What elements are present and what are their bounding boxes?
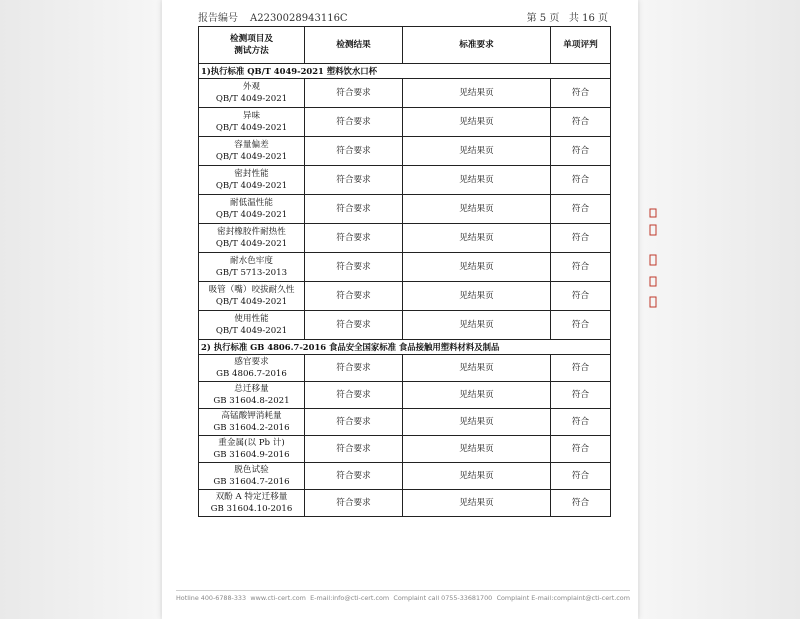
- test-method-standard: GB/T 5713-2013: [215, 268, 288, 278]
- requirement-cell: 见结果页: [403, 436, 551, 463]
- section-title-1: 1)执行标准 QB/T 4049-2021 塑料饮水口杯: [199, 64, 611, 79]
- test-result-cell: 符合要求: [305, 224, 403, 253]
- test-results-table: [198, 26, 611, 517]
- test-item-name: 容量偏差: [234, 140, 269, 150]
- total-prefix: 共: [568, 13, 579, 24]
- requirement-cell: 见结果页: [403, 195, 551, 224]
- judgement-cell: 符合: [551, 282, 611, 311]
- judgement-cell: 符合: [551, 253, 611, 282]
- test-result-cell: 符合要求: [305, 108, 403, 137]
- test-method-standard: QB/T 4049-2021: [215, 326, 288, 336]
- page-header: [198, 9, 608, 23]
- test-method-standard: QB/T 4049-2021: [215, 297, 288, 307]
- table-row: [199, 409, 611, 436]
- judgement-cell: 符合: [551, 311, 611, 340]
- footer-email: E-mail:info@cti-cert.com: [310, 594, 390, 602]
- footer-hotline: Hotline 400-6788-333: [176, 594, 247, 602]
- table-row: [199, 382, 611, 409]
- test-item-name: 使用性能: [234, 314, 269, 324]
- judgement-cell: 符合: [551, 409, 611, 436]
- requirement-cell: 见结果页: [403, 355, 551, 382]
- test-item-name: 脱色试验: [234, 465, 269, 475]
- test-item-cell: [199, 355, 305, 382]
- test-item-cell: [199, 195, 305, 224]
- test-item-name: 耐低温性能: [230, 198, 273, 208]
- red-seal-fragment: [648, 205, 660, 320]
- test-result-cell: 符合要求: [305, 137, 403, 166]
- test-result-cell: 符合要求: [305, 311, 403, 340]
- test-item-name: 异味: [242, 111, 261, 121]
- section-row-2: [199, 340, 611, 355]
- page-mid: 页: [549, 13, 560, 24]
- table-row: [199, 490, 611, 517]
- test-item-cell: [199, 382, 305, 409]
- requirement-cell: 见结果页: [403, 463, 551, 490]
- test-item-name: 双酚 A 特定迁移量: [215, 492, 288, 502]
- test-item-cell: [199, 253, 305, 282]
- test-result-cell: 符合要求: [305, 79, 403, 108]
- test-result-cell: 符合要求: [305, 382, 403, 409]
- test-item-cell: [199, 409, 305, 436]
- column-header-requirement: 标准要求: [403, 27, 551, 64]
- column-header-item: 检测项目及 测试方法: [199, 27, 305, 64]
- requirement-cell: 见结果页: [403, 108, 551, 137]
- report-number: [198, 9, 348, 24]
- test-method-standard: GB 31604.8-2021: [213, 396, 290, 406]
- test-result-cell: 符合要求: [305, 355, 403, 382]
- judgement-cell: 符合: [551, 224, 611, 253]
- total-suffix: 页: [598, 13, 608, 24]
- report-page: [162, 0, 638, 619]
- test-item-name: 密封性能: [234, 169, 269, 179]
- test-result-cell: 符合要求: [305, 166, 403, 195]
- table-row: [199, 463, 611, 490]
- test-item-name: 外观: [242, 82, 261, 92]
- judgement-cell: 符合: [551, 108, 611, 137]
- test-item-name: 感官要求: [234, 357, 269, 367]
- table-header-row: [199, 27, 611, 64]
- test-item-cell: [199, 282, 305, 311]
- background-right: [640, 0, 800, 619]
- test-result-cell: 符合要求: [305, 490, 403, 517]
- page-total: 16: [582, 13, 595, 24]
- judgement-cell: 符合: [551, 166, 611, 195]
- page-current: 5: [539, 13, 547, 24]
- report-number-value: A2230028943116C: [250, 13, 348, 24]
- test-result-cell: 符合要求: [305, 409, 403, 436]
- test-result-cell: 符合要求: [305, 436, 403, 463]
- page-counter: [527, 9, 608, 24]
- column-header-judgement: 单项评判: [551, 27, 611, 64]
- test-item-cell: [199, 166, 305, 195]
- test-method-standard: GB 31604.10-2016: [210, 504, 293, 514]
- test-method-standard: QB/T 4049-2021: [215, 181, 288, 191]
- test-item-cell: [199, 463, 305, 490]
- requirement-cell: 见结果页: [403, 79, 551, 108]
- test-method-standard: GB 4806.7-2016: [216, 369, 287, 379]
- test-result-cell: 符合要求: [305, 253, 403, 282]
- test-method-standard: QB/T 4049-2021: [215, 210, 288, 220]
- table-row: [199, 137, 611, 166]
- judgement-cell: 符合: [551, 463, 611, 490]
- page-footer: [176, 594, 630, 602]
- test-method-standard: GB 31604.7-2016: [213, 477, 290, 487]
- test-item-name: 耐水色牢度: [230, 256, 273, 266]
- test-item-name: 密封橡胶件耐热性: [217, 227, 286, 237]
- requirement-cell: 见结果页: [403, 282, 551, 311]
- table-row: [199, 195, 611, 224]
- table-row: [199, 311, 611, 340]
- test-item-cell: [199, 311, 305, 340]
- requirement-cell: 见结果页: [403, 382, 551, 409]
- test-item-cell: [199, 137, 305, 166]
- test-result-cell: 符合要求: [305, 195, 403, 224]
- footer-divider: [176, 590, 630, 591]
- requirement-cell: 见结果页: [403, 224, 551, 253]
- table-row: [199, 282, 611, 311]
- table-row: [199, 355, 611, 382]
- footer-web: www.cti-cert.com: [250, 594, 306, 602]
- test-item-name: 重金属(以 Pb 计): [218, 438, 285, 448]
- table-row: [199, 108, 611, 137]
- table-row: [199, 79, 611, 108]
- test-item-cell: [199, 79, 305, 108]
- test-item-cell: [199, 490, 305, 517]
- table-row: [199, 224, 611, 253]
- table-row: [199, 166, 611, 195]
- test-item-cell: [199, 436, 305, 463]
- test-method-standard: QB/T 4049-2021: [215, 239, 288, 249]
- seal-edge-icon: [648, 205, 660, 315]
- judgement-cell: 符合: [551, 195, 611, 224]
- judgement-cell: 符合: [551, 355, 611, 382]
- test-method-standard: GB 31604.2-2016: [213, 423, 290, 433]
- test-result-cell: 符合要求: [305, 463, 403, 490]
- test-item-cell: [199, 224, 305, 253]
- judgement-cell: 符合: [551, 137, 611, 166]
- judgement-cell: 符合: [551, 490, 611, 517]
- table-row: [199, 253, 611, 282]
- test-method-standard: QB/T 4049-2021: [215, 152, 288, 162]
- test-item-name: 高锰酸钾消耗量: [221, 411, 282, 421]
- report-number-label: 报告编号: [198, 13, 238, 24]
- background-left: [0, 0, 160, 619]
- page-prefix: 第: [526, 13, 537, 24]
- requirement-cell: 见结果页: [403, 166, 551, 195]
- column-header-result: 检测结果: [305, 27, 403, 64]
- test-method-standard: QB/T 4049-2021: [215, 123, 288, 133]
- judgement-cell: 符合: [551, 436, 611, 463]
- requirement-cell: 见结果页: [403, 253, 551, 282]
- table-row: [199, 436, 611, 463]
- test-method-standard: GB 31604.9-2016: [213, 450, 290, 460]
- test-item-name: 总迁移量: [234, 384, 269, 394]
- test-method-standard: QB/T 4049-2021: [215, 94, 288, 104]
- requirement-cell: 见结果页: [403, 311, 551, 340]
- judgement-cell: 符合: [551, 382, 611, 409]
- section-title-2: 2) 执行标准 GB 4806.7-2016 食品安全国家标准 食品接触用塑料材料及制品: [199, 340, 611, 355]
- requirement-cell: 见结果页: [403, 490, 551, 517]
- requirement-cell: 见结果页: [403, 137, 551, 166]
- test-item-cell: [199, 108, 305, 137]
- test-item-name: 吸管（嘴）咬拔耐久性: [208, 285, 295, 295]
- footer-complaint-email: Complaint E-mail:complaint@cti-cert.com: [496, 594, 630, 602]
- section-row-1: [199, 64, 611, 79]
- test-result-cell: 符合要求: [305, 282, 403, 311]
- requirement-cell: 见结果页: [403, 409, 551, 436]
- judgement-cell: 符合: [551, 79, 611, 108]
- footer-complaint-call: Complaint call 0755-33681700: [393, 594, 493, 602]
